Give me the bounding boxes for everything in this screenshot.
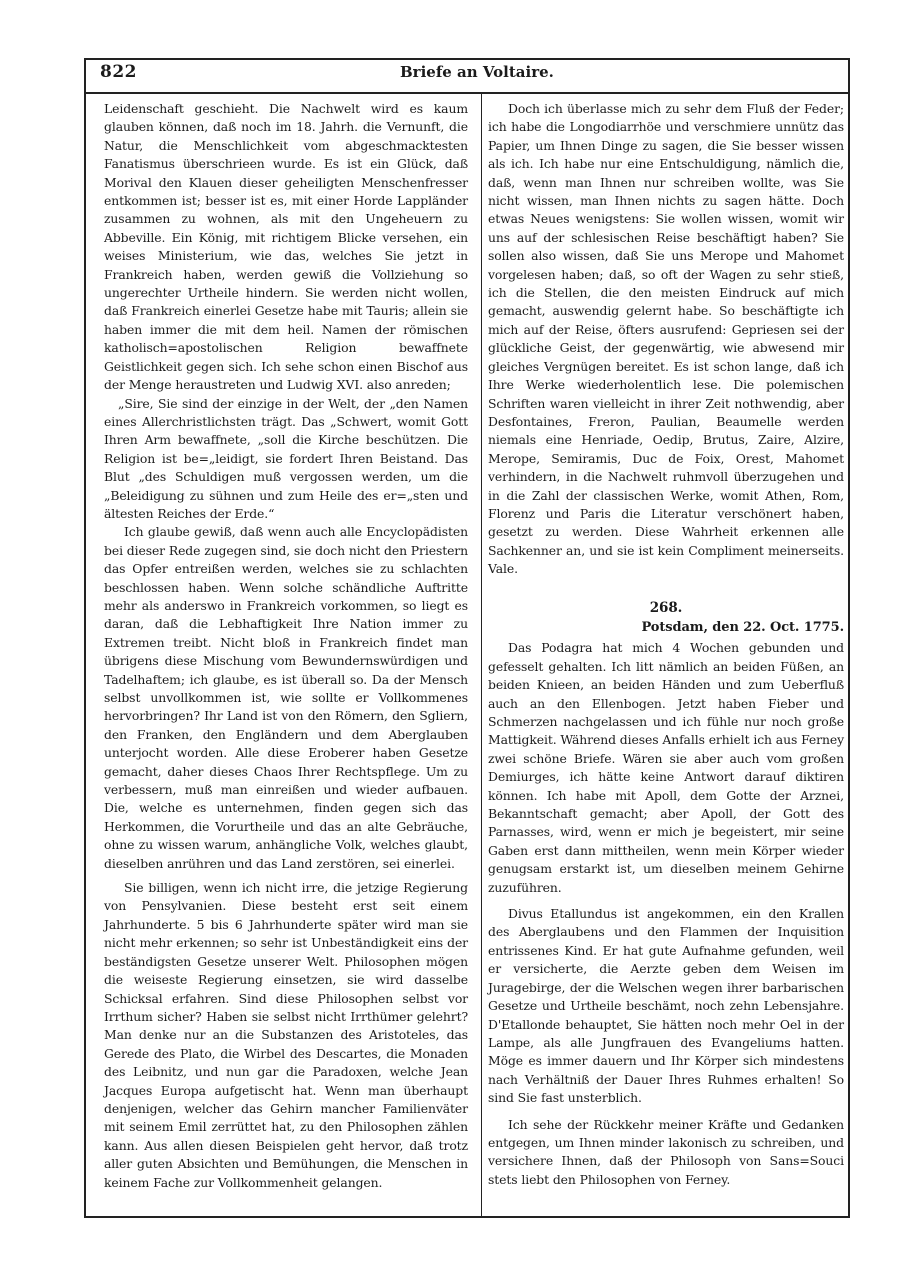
running-head: Briefe an Voltaire. [400,63,554,81]
right-column [488,100,844,1189]
left-column [104,100,468,1192]
paragraph: Ich sehe der Rückkehr meiner Kräfte und Gedanken entgegen, um Ihnen minder lakonisch zu schreiben, und versichere Ihnen, daß der Philosoph von Sans=Souci stets liebt den Philosophen von Ferney. [488,1116,844,1187]
paragraph: Divus Etallundus ist angekommen, ein den Krallen des Aberglaubens und den Flammen der Inquisition entrissenes Kind. Er hat gute Aufnahme gefunden, weil er versicherte, die Aerzte geben dem Weisen im Juragebirge, der die Welschen wegen ihrer barbarischen Gesetze und Urtheile beschämt, noch zehn Lebensjahre. D'Etallonde behauptet, Sie hätten noch mehr Oel in der Lampe, als alle Jungfrauen des Evangeliums hatten. Möge es immer dauern und Ihr Körper sich mindestens nach Verhältniß der Dauer Ihres Ruhmes erhalten! So sind Sie fast unsterblich. [488,906,844,1106]
quoted-speech [104,395,468,524]
letter-place-date: Potsdam, den 22. Oct. 1775. [641,619,844,635]
header-rule [84,92,850,94]
paragraph: Leidenschaft geschieht. Die Nachwelt wird es kaum glauben können, daß noch im 18. Jahrh. die Vernunft, die Natur, die Menschlichkeit vom abgeschmacktesten Fanatismus überschrieen wurde. Es ist ein Glück, daß Morival den Klauen dieser geheiligten Menschenfresser entkommen ist; besser ist es, mit einer Horde Lappländer zusammen zu wohnen, als mit den Ungeheuern zu Abbeville. Ein König, mit richtigem Blicke versehen, ein weises Ministerium, wie das, welches Sie jetzt in Frankreich haben, werden gewiß die Vollziehung so ungerechter Urtheile hindern. Sie werden nicht wollen, daß Frankreich einerlei Gesetze habe mit Tauris; allein sie haben immer die mit dem heil. Namen der römischen katholisch=apostolischen Religion bewaffnete Geistlichkeit gegen sich. Ich sehe schon einen Bischof aus der Menge heraustreten und Ludwig XVI. also anreden; [104,101,468,393]
page-number: 822 [100,62,137,82]
column-divider [481,94,482,1216]
paragraph: Sie billigen, wenn ich nicht irre, die jetzige Regierung von Pensylvanien. Diese besteht erst seit einem Jahrhunderte. 5 bis 6 Jahrhunderte später wird man sie nicht mehr erkennen; so sehr ist Unbeständigkeit eins der beständigsten Gesetze unserer Welt. Philosophen mögen die weiseste Regierung einsetzen, sie wird dasselbe Schicksal erfahren. Sind diese Philosophen selbst vor Irrthum sicher? Haben sie selbst nicht Irrthümer gelehrt? Man denke nur an die Substanzen des Aristoteles, das Gerede des Plato, die Wirbel des Descartes, die Monaden des Leibnitz, und nun gar die Paradoxen, welche Jean Jacques Europa aufgetischt hat. Wenn man überhaupt denjenigen, welcher das Gehirn mancher Familienväter mit seinem Emil zerrüttet hat, zu den Philosophen zählen kann. Aus allen diesen Beispielen geht hervor, daß trotz aller guten Absichten und Bemühungen, die Menschen in keinem Fache zur Vollkommenheit gelangen. [104,880,468,1190]
letter-number: 268. [649,599,683,616]
paragraph: Doch ich überlasse mich zu sehr dem Fluß der Feder; ich habe die Longodiarrhöe und verschmiere unnütz das Papier, um Ihnen Dinge zu sagen, die Sie besser wissen als ich. Ich habe nur eine Entschuldigung, nämlich die, daß, wenn man Ihnen nur schreiben wollte, was Sie nicht wissen, man Ihnen nichts zu sagen hätte. Doch etwas Neues wenigstens: Sie wollen wissen, womit wir uns auf der schlesischen Reise beschäftigt haben? Sie sollen also wissen, daß Sie uns Merope und Mahomet vorgelesen haben; daß, so oft der Wagen zu sehr stieß, ich die Stellen, die den meisten Eindruck auf mich gemacht, auswendig gelernt habe. So beschäftigte ich mich auf der Reise, öfters ausrufend: Gepriesen sei der glückliche Geist, der gegenwärtig, wie abwesend mir gleiches Vergnügen bereitet. Es ist schon lange, daß ich Ihre Werke wiederholentlich lese. Die polemischen Schriften waren vielleicht in ihrer Zeit nothwendig, aber Desfontaines, Freron, Paulian, Beaumelle werden niemals eine Henriade, Oedip, Brutus, Zaire, Alzire, Merope, Semiramis, Duc de Foix, Orest, Mahomet verhindern, in die Nachwelt ruhmvoll überzugehen und in die Zahl der classischen Werke, womit Athen, Rom, Florenz und Paris die Literatur verschönert haben, gesetzt zu werden. Diese Wahrheit erkennen alle Sachkenner an, und sie ist kein Compliment meinerseits. Vale. [488,101,844,577]
paragraph: Ich glaube gewiß, daß wenn auch alle Encyclopädisten bei dieser Rede zugegen sind, sie doch nicht den Priestern das Opfer entreißen werden, welches sie zu schlachten beschlossen haben. Wenn solche schändliche Auftritte mehr als anderswo in Frankreich vorkommen, so liegt es daran, daß die Lebhaftigkeit Ihre Nation immer zu Extremen treibt. Nicht bloß in Frankreich findet man übrigens diese Mischung vom Bewundernswürdigen und Tadelhaftem; ich glaube, es ist überall so. Da der Mensch selbst unvollkommen ist, wie sollte er Vollkommenes hervorbringen? Ihr Land ist von den Römern, den Sgliern, den Franken, den Engländern und dem Aberglauben unterjocht worden. Alle diese Eroberer haben Gesetze gemacht, daher dieses Chaos Ihrer Rechtspflege. Um zu verbessern, muß man einreißen und wieder aufbauen. Die, welche es unternehmen, finden gegen sich das Herkommen, die Vorurtheile und das an alte Gebräuche, ohne zu wissen warum, anhängliche Volk, welches glaubt, dieselben anrühren und das Land zerstören, sei einerlei. [104,524,469,871]
paragraph: Das Podagra hat mich 4 Wochen gebunden und gefesselt gehalten. Ich litt nämlich an beiden Füßen, an beiden Knieen, an beiden Händen und zum Ueberfluß auch an den Ellenbogen. Jetzt haben Fieber und Schmerzen nachgelassen und ich fühle nur noch große Mattigkeit. Während dieses Anfalls erhielt ich aus Ferney zwei schöne Briefe. Wären sie aber auch vom großen Demiurges, ich hätte keine Antwort darauf diktiren können. Ich habe mit Apoll, dem Gotte der Arznei, Bekanntschaft gemacht; aber Apoll, der Gott des Parnasses, wird, wenn er mich je begeistert, mir seine Gaben erst dann mittheilen, wenn mein Körper wieder genugsam erstarkt ist, um dieselben meinem Gehirne zuzuführen. [488,640,844,895]
paragraph: „Sire, Sie sind der einzige in der Welt, der „den Namen eines Allerchristlichsten trägt. Das „Schwert, womit Gott Ihren Arm bewaffnete, „soll die Kirche beschützen. Die Religion ist be=„leidigt, sie fordert Ihren Beistand. Das Blut „des Schuldigen muß vergossen werden, um die „Beleidigung zu sühnen und zum Heile des er=„sten und ältesten Reiches der Erde.“ [104,395,468,521]
